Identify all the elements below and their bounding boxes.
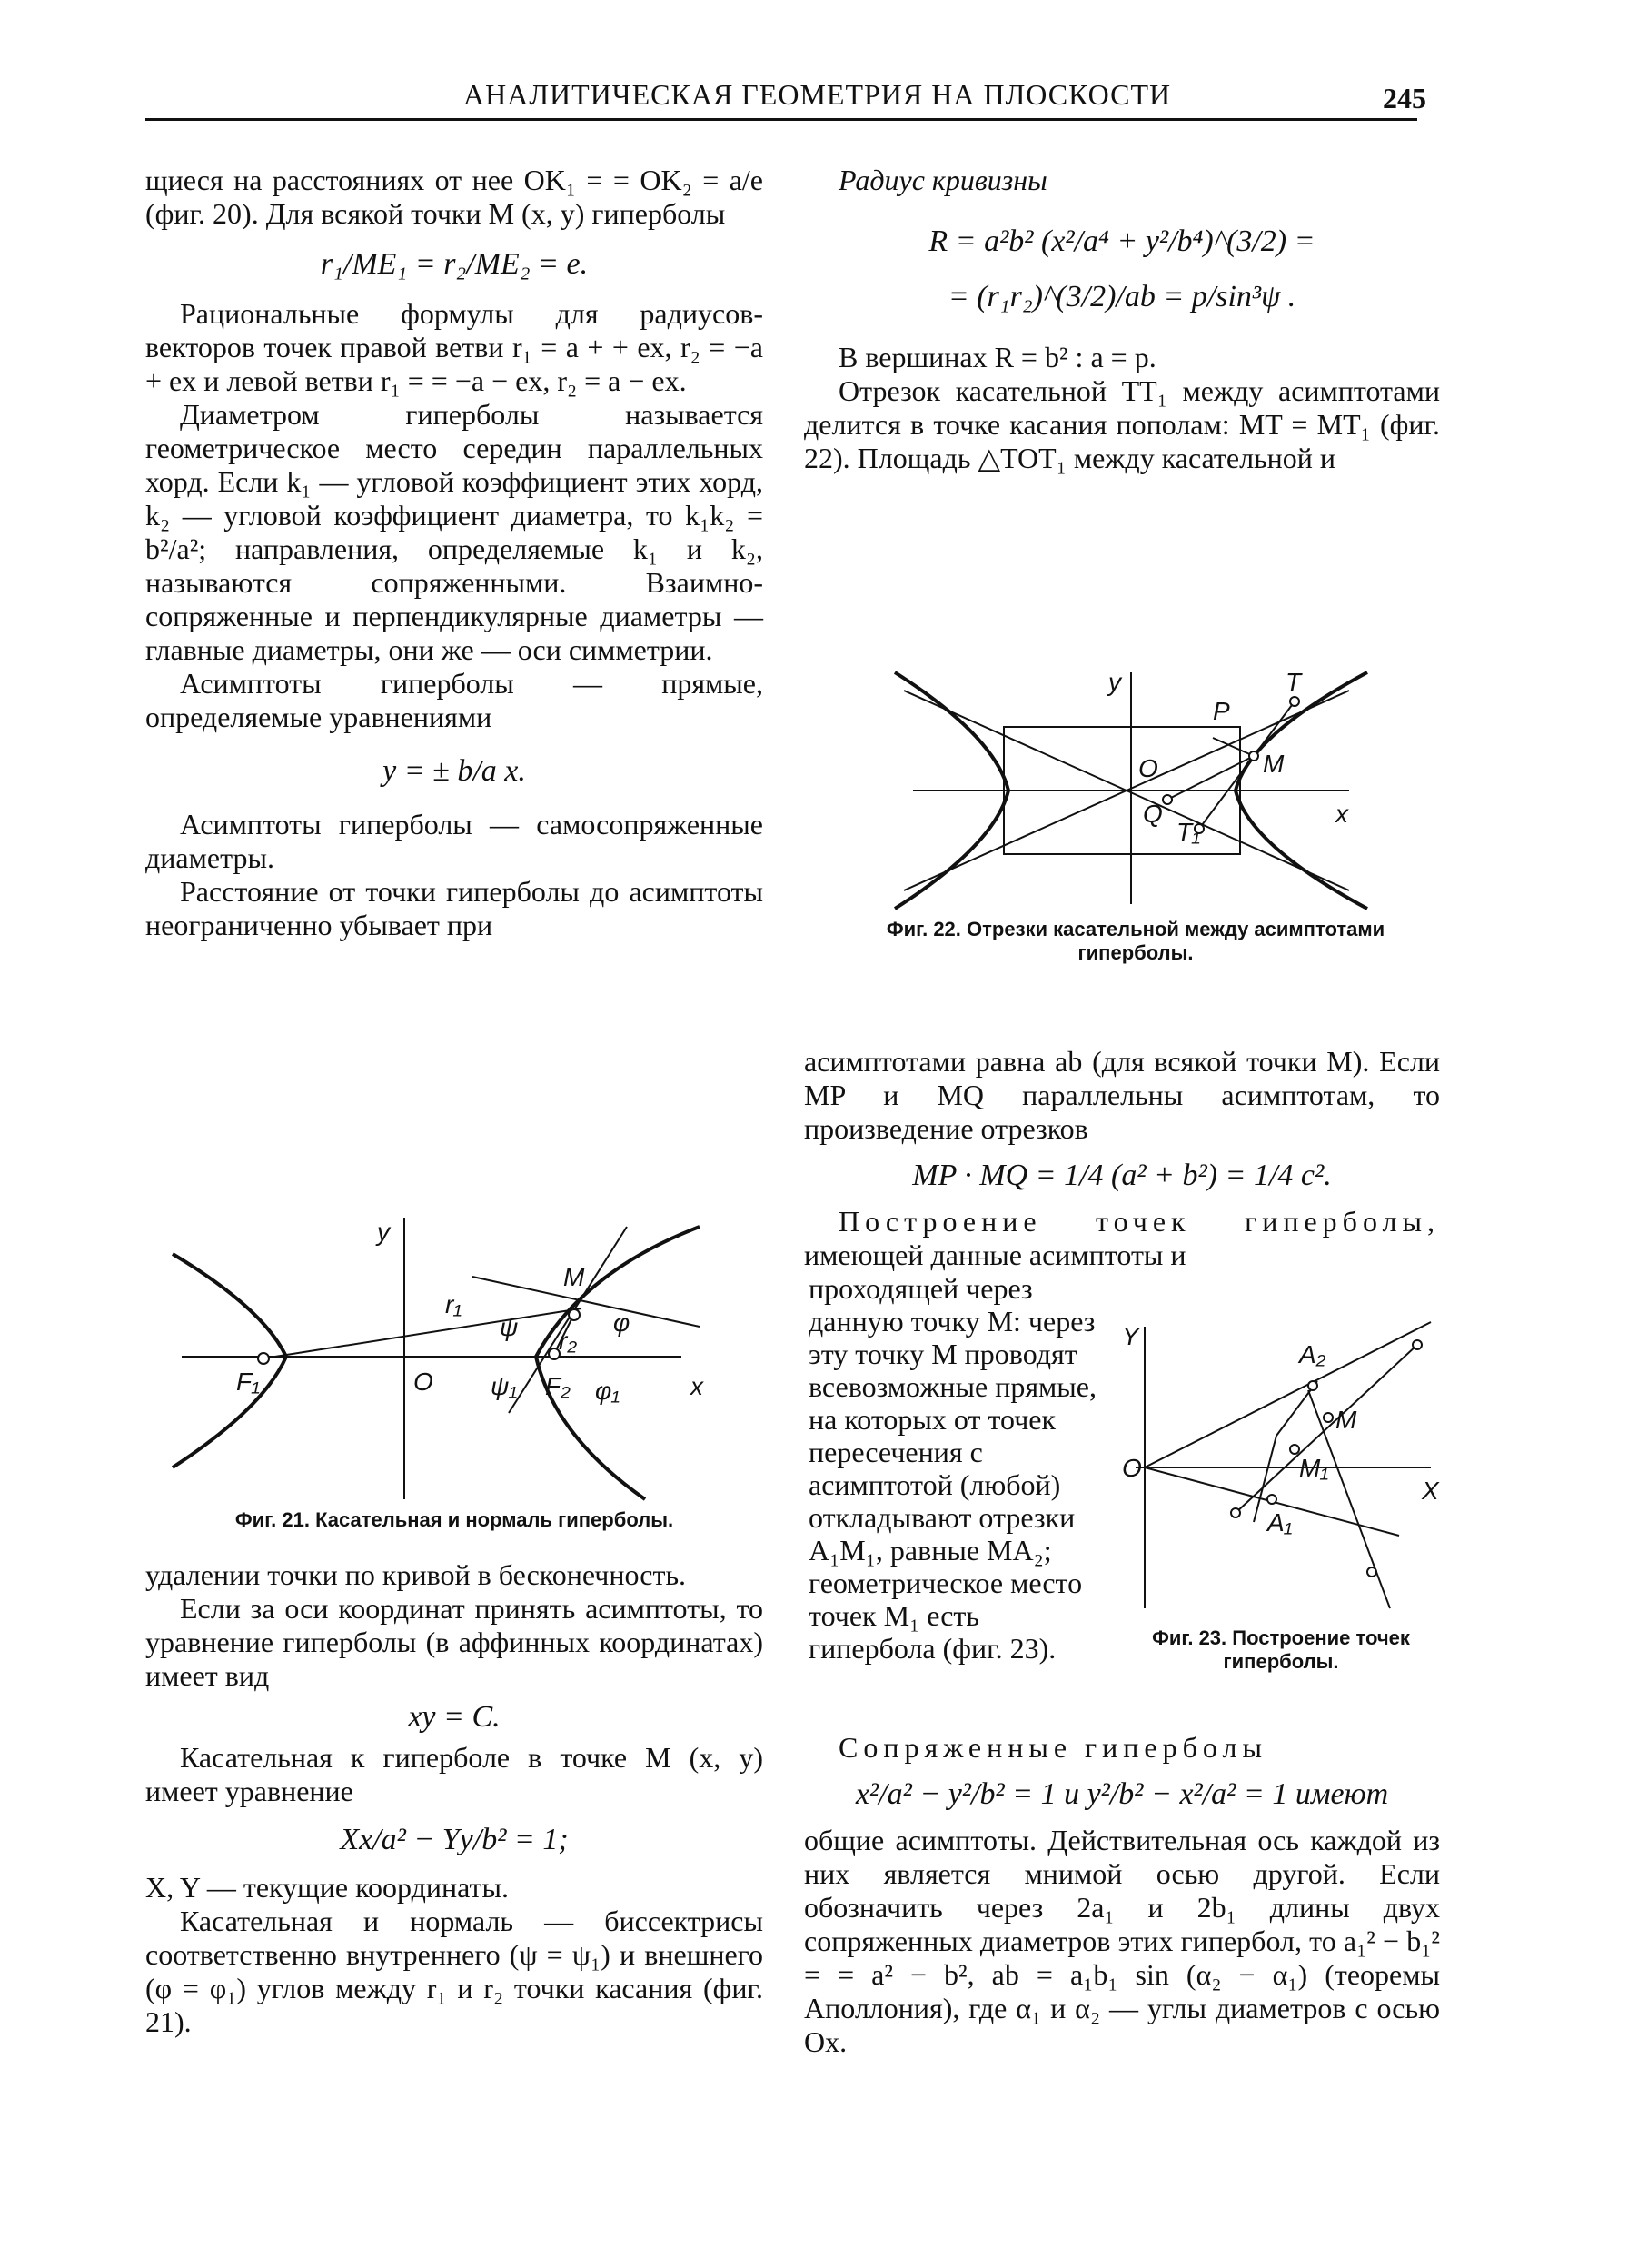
formula-conjugate: x²/a² − y²/b² = 1 и y²/b² − x²/a² = 1 имеют — [855, 1777, 1389, 1811]
fig23-point-b — [1367, 1567, 1376, 1577]
left-paragraph-5: Асимптоты гиперболы — самосопряженные диаметры. — [145, 808, 763, 874]
left-column-top — [145, 164, 763, 942]
fig21-label-r2: r₂ — [559, 1327, 578, 1355]
fig23-asymptote-upper — [1145, 1322, 1431, 1467]
right-column-middle — [804, 1045, 1440, 1272]
left-paragraph-2: Рациональные формулы для радиусов-векторов точек правой ветви r₁ = a + + ex, r₂ = −a + ex и левой ветви r₁ = = −a − ex, r₂ = a − ex. — [145, 297, 763, 397]
page-number: 245 — [1383, 82, 1426, 114]
fig23-A2-point — [1308, 1381, 1317, 1390]
fig23-label-M1: M₁ — [1299, 1454, 1329, 1482]
figure-22 — [895, 663, 1367, 909]
fig21-caption: Фиг. 21. Касательная и нормаль гиперболы. — [234, 1508, 674, 1531]
formula-xy-c: xy = C. — [408, 1700, 501, 1734]
figure-21 — [173, 1209, 736, 1508]
fig21-label-y: y — [377, 1218, 390, 1246]
fig22-label-P: P — [1213, 697, 1230, 725]
right-column-top — [804, 164, 1440, 475]
fig22-Q-point — [1163, 795, 1172, 804]
fig22-label-x: x — [1335, 800, 1348, 828]
right-paragraph-5-head-line — [804, 1205, 1440, 1272]
fig21-label-F2: F₂ — [545, 1372, 571, 1400]
right-paragraph-6-head: Сопряженные гиперболы — [839, 1731, 1267, 1764]
header-title: АНАЛИТИЧЕСКАЯ ГЕОМЕТРИЯ НА ПЛОСКОСТИ — [463, 78, 1172, 111]
left-paragraph-9: Касательная к гиперболе в точке M (x, y) имеет уравнение — [145, 1741, 763, 1807]
right-paragraph-2: В вершинах R = b² : a = p. — [839, 341, 1156, 373]
left-paragraph-7: удалении точки по кривой в бесконечность. — [145, 1558, 687, 1591]
fig21-F1-point — [258, 1353, 269, 1364]
right-column-bottom — [804, 1731, 1440, 2059]
fig22-label-y: y — [1108, 668, 1121, 696]
left-paragraph-11: Касательная и нормаль — биссектрисы соответственно внутреннего (ψ = ψ₁) и внешнего (φ = φ₁) углов между r₁ и r₂ точки касания (фиг. 21). — [145, 1905, 763, 2038]
fig22-label-T: T — [1286, 668, 1302, 696]
formula-r-ratio: r₁/ME₁ = r₂/ME₂ = e. — [320, 247, 589, 281]
fig21-label-F1: F₁ — [236, 1368, 260, 1396]
right-paragraph-5-head: Построение точек гиперболы, — [839, 1205, 1440, 1238]
formula-curvature-1: R = a²b² (x²/a⁴ + y²/b⁴)^(3/2) = — [928, 224, 1315, 258]
formula-tangent: Xx/a² − Yy/b² = 1; — [340, 1823, 569, 1856]
fig21-label-r1: r₁ — [445, 1290, 462, 1318]
right-paragraph-1: Радиус кривизны — [839, 164, 1047, 196]
header-rule — [145, 118, 1417, 121]
fig21-label-psi1: ψ₁ — [491, 1372, 518, 1400]
right-paragraph-5-rest: имеющей данные асимптоты и — [804, 1238, 1186, 1271]
right-paragraph-3: Отрезок касательной TT₁ между асимптотами делится в точке касания пополам: MT = MT₁ (фиг. 22). Площадь △TOT₁ между касательной и — [804, 374, 1440, 474]
right-paragraph-5-wrap: проходящей через данную точку M: через эту точку M проводят всевозможные прямые, на которых от точек пересечения с асимптотой (любой) откладывают отрезки A₁M₁, равные MA₂; геометрическое место точек M₁ есть гипербола (фиг. 23). — [809, 1272, 1097, 1665]
left-paragraph-3: Диаметром гиперболы называется геометрическое место середин параллельных хорд. Если k₁ — угловой коэффициент этих хорд, k₂ — угловой коэффициент диаметра, то k₁k₂ = b²/a²; направления, определяемые k₁ и k₂, называются сопряженными. Взаимно-сопряженные и перпендикулярные диаметры — главные диаметры, они же — оси симметрии. — [145, 398, 763, 666]
fig23-A1-point — [1267, 1495, 1276, 1504]
right-paragraph-4: асимптотами равна ab (для всякой точки M). Если MP и MQ параллельны асимптотам, то произведение отрезков — [804, 1045, 1440, 1145]
fig22-caption: Фиг. 22. Отрезки касательной между асимптотами гиперболы. — [886, 918, 1385, 964]
fig21-label-phi1: φ₁ — [595, 1377, 620, 1405]
fig23-point-a — [1231, 1508, 1240, 1517]
right-paragraph-6: общие асимптоты. Действительная ось каждой из них является мнимой осью другой. Если обозначить через 2a₁ и 2b₁ длины двух сопряженных диаметров этих гипербол, то a₁² − b₁² = = a² − b², ab = a₁b₁ sin (α₂ − α₁) (теоремы Аполлония), где α₁ и α₂ — углы диаметров с осью Ox. — [804, 1824, 1440, 2058]
fig23-label-M: M — [1335, 1406, 1357, 1434]
fig21-label-phi: φ — [613, 1308, 630, 1337]
formula-curvature-2: = (r₁r₂)^(3/2)/ab = p/sin³ψ . — [948, 280, 1296, 313]
fig21-M-point — [569, 1309, 580, 1320]
fig23-point-c — [1413, 1340, 1422, 1349]
fig23-label-A1: A₁ — [1267, 1508, 1293, 1537]
fig22-label-Q: Q — [1143, 800, 1163, 828]
fig23-M1-point — [1290, 1445, 1299, 1454]
fig21-label-psi: ψ — [500, 1313, 519, 1341]
fig22-T-point — [1290, 697, 1299, 706]
fig23-label-X: X — [1422, 1477, 1439, 1505]
fig23-label-Y: Y — [1122, 1322, 1139, 1350]
formula-mp-mq: MP · MQ = 1/4 (a² + b²) = 1/4 c². — [912, 1159, 1332, 1192]
fig22-label-T1: T₁ — [1176, 818, 1200, 846]
left-column-bottom — [145, 1558, 763, 2039]
fig23-label-A2: A₂ — [1299, 1340, 1326, 1368]
fig22-label-O: O — [1138, 754, 1158, 782]
figure-23 — [1117, 1308, 1444, 1617]
fig21-right-branch — [536, 1227, 700, 1499]
left-paragraph-8: Если за оси координат принять асимптоты, то уравнение гиперболы (в аффинных координатах) имеет вид — [145, 1592, 763, 1692]
formula-asymptotes: y = ± b/a x. — [382, 754, 526, 788]
left-paragraph-10: X, Y — текущие координаты. — [145, 1871, 509, 1904]
fig22-MP — [1213, 738, 1254, 756]
fig21-label-x: x — [690, 1372, 703, 1400]
fig23-caption: Фиг. 23. Построение точек гиперболы. — [1152, 1626, 1410, 1673]
left-paragraph-4: Асимптоты гиперболы — прямые, определяемые уравнениями — [145, 667, 763, 733]
running-header — [145, 73, 1426, 127]
fig23-M-point — [1324, 1413, 1333, 1422]
left-paragraph-6: Расстояние от точки гиперболы до асимптоты неограниченно убывает при — [145, 875, 763, 941]
fig21-r1 — [263, 1308, 581, 1358]
left-paragraph-1: щиеся на расстояниях от нее OK₁ = = OK₂ = a/e (фиг. 20). Для всякой точки M (x, y) гиперболы — [145, 164, 763, 230]
fig23-label-O: O — [1122, 1454, 1142, 1482]
fig22-M-point — [1249, 751, 1258, 761]
fig22-label-M: M — [1263, 750, 1285, 778]
fig21-label-M: M — [563, 1263, 585, 1291]
fig21-label-O: O — [413, 1368, 433, 1396]
